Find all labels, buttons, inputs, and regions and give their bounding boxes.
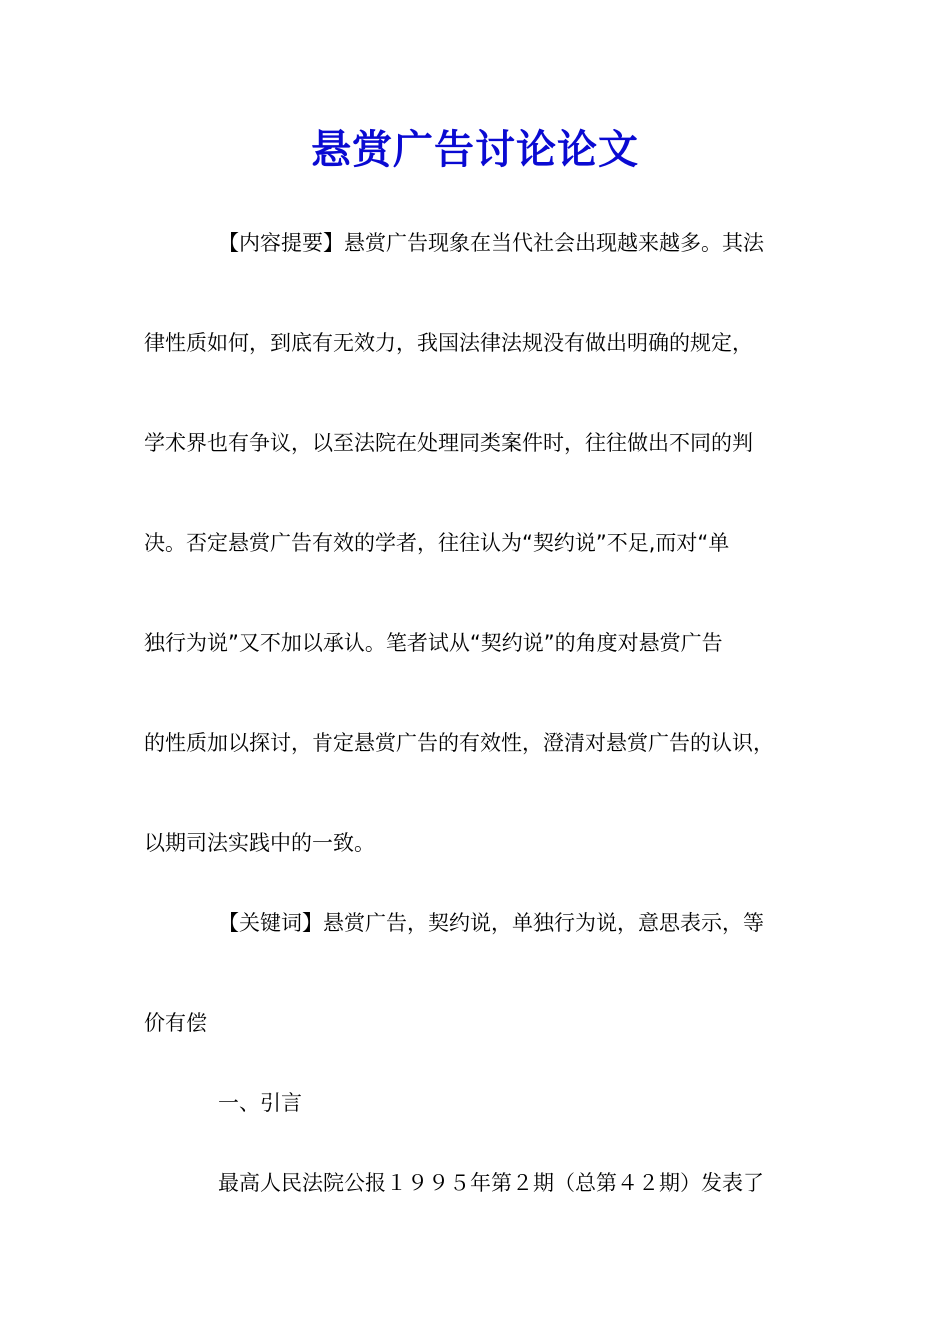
abstract-line-3: 学术界也有争议，以至法院在处理同类案件时，往往做出不同的判	[144, 431, 753, 455]
abstract-line-7: 以期司法实践中的一致。	[144, 831, 375, 855]
body-line-1: 最高人民法院公报１９９５年第２期（总第４２期）发表了	[218, 1171, 764, 1195]
document-title: 悬赏广告讨论论文	[311, 126, 639, 173]
abstract-line-2: 律性质如何，到底有无效力，我国法律法规没有做出明确的规定，	[144, 331, 753, 355]
abstract-line-4: 决。否定悬赏广告有效的学者，往往认为“契约说”不足,而对“单	[144, 531, 730, 555]
abstract-line-5: 独行为说”又不加以承认。笔者试从“契约说”的角度对悬赏广告	[144, 631, 723, 655]
keywords-line-1: 【关键词】悬赏广告，契约说，单独行为说，意思表示，等	[218, 911, 764, 935]
abstract-line-6: 的性质加以探讨，肯定悬赏广告的有效性，澄清对悬赏广告的认识，	[144, 731, 774, 755]
section-heading-introduction: 一、引言	[218, 1091, 302, 1115]
keywords-line-2: 价有偿	[144, 1011, 207, 1035]
abstract-line-1: 【内容提要】悬赏广告现象在当代社会出现越来越多。其法	[218, 231, 764, 255]
